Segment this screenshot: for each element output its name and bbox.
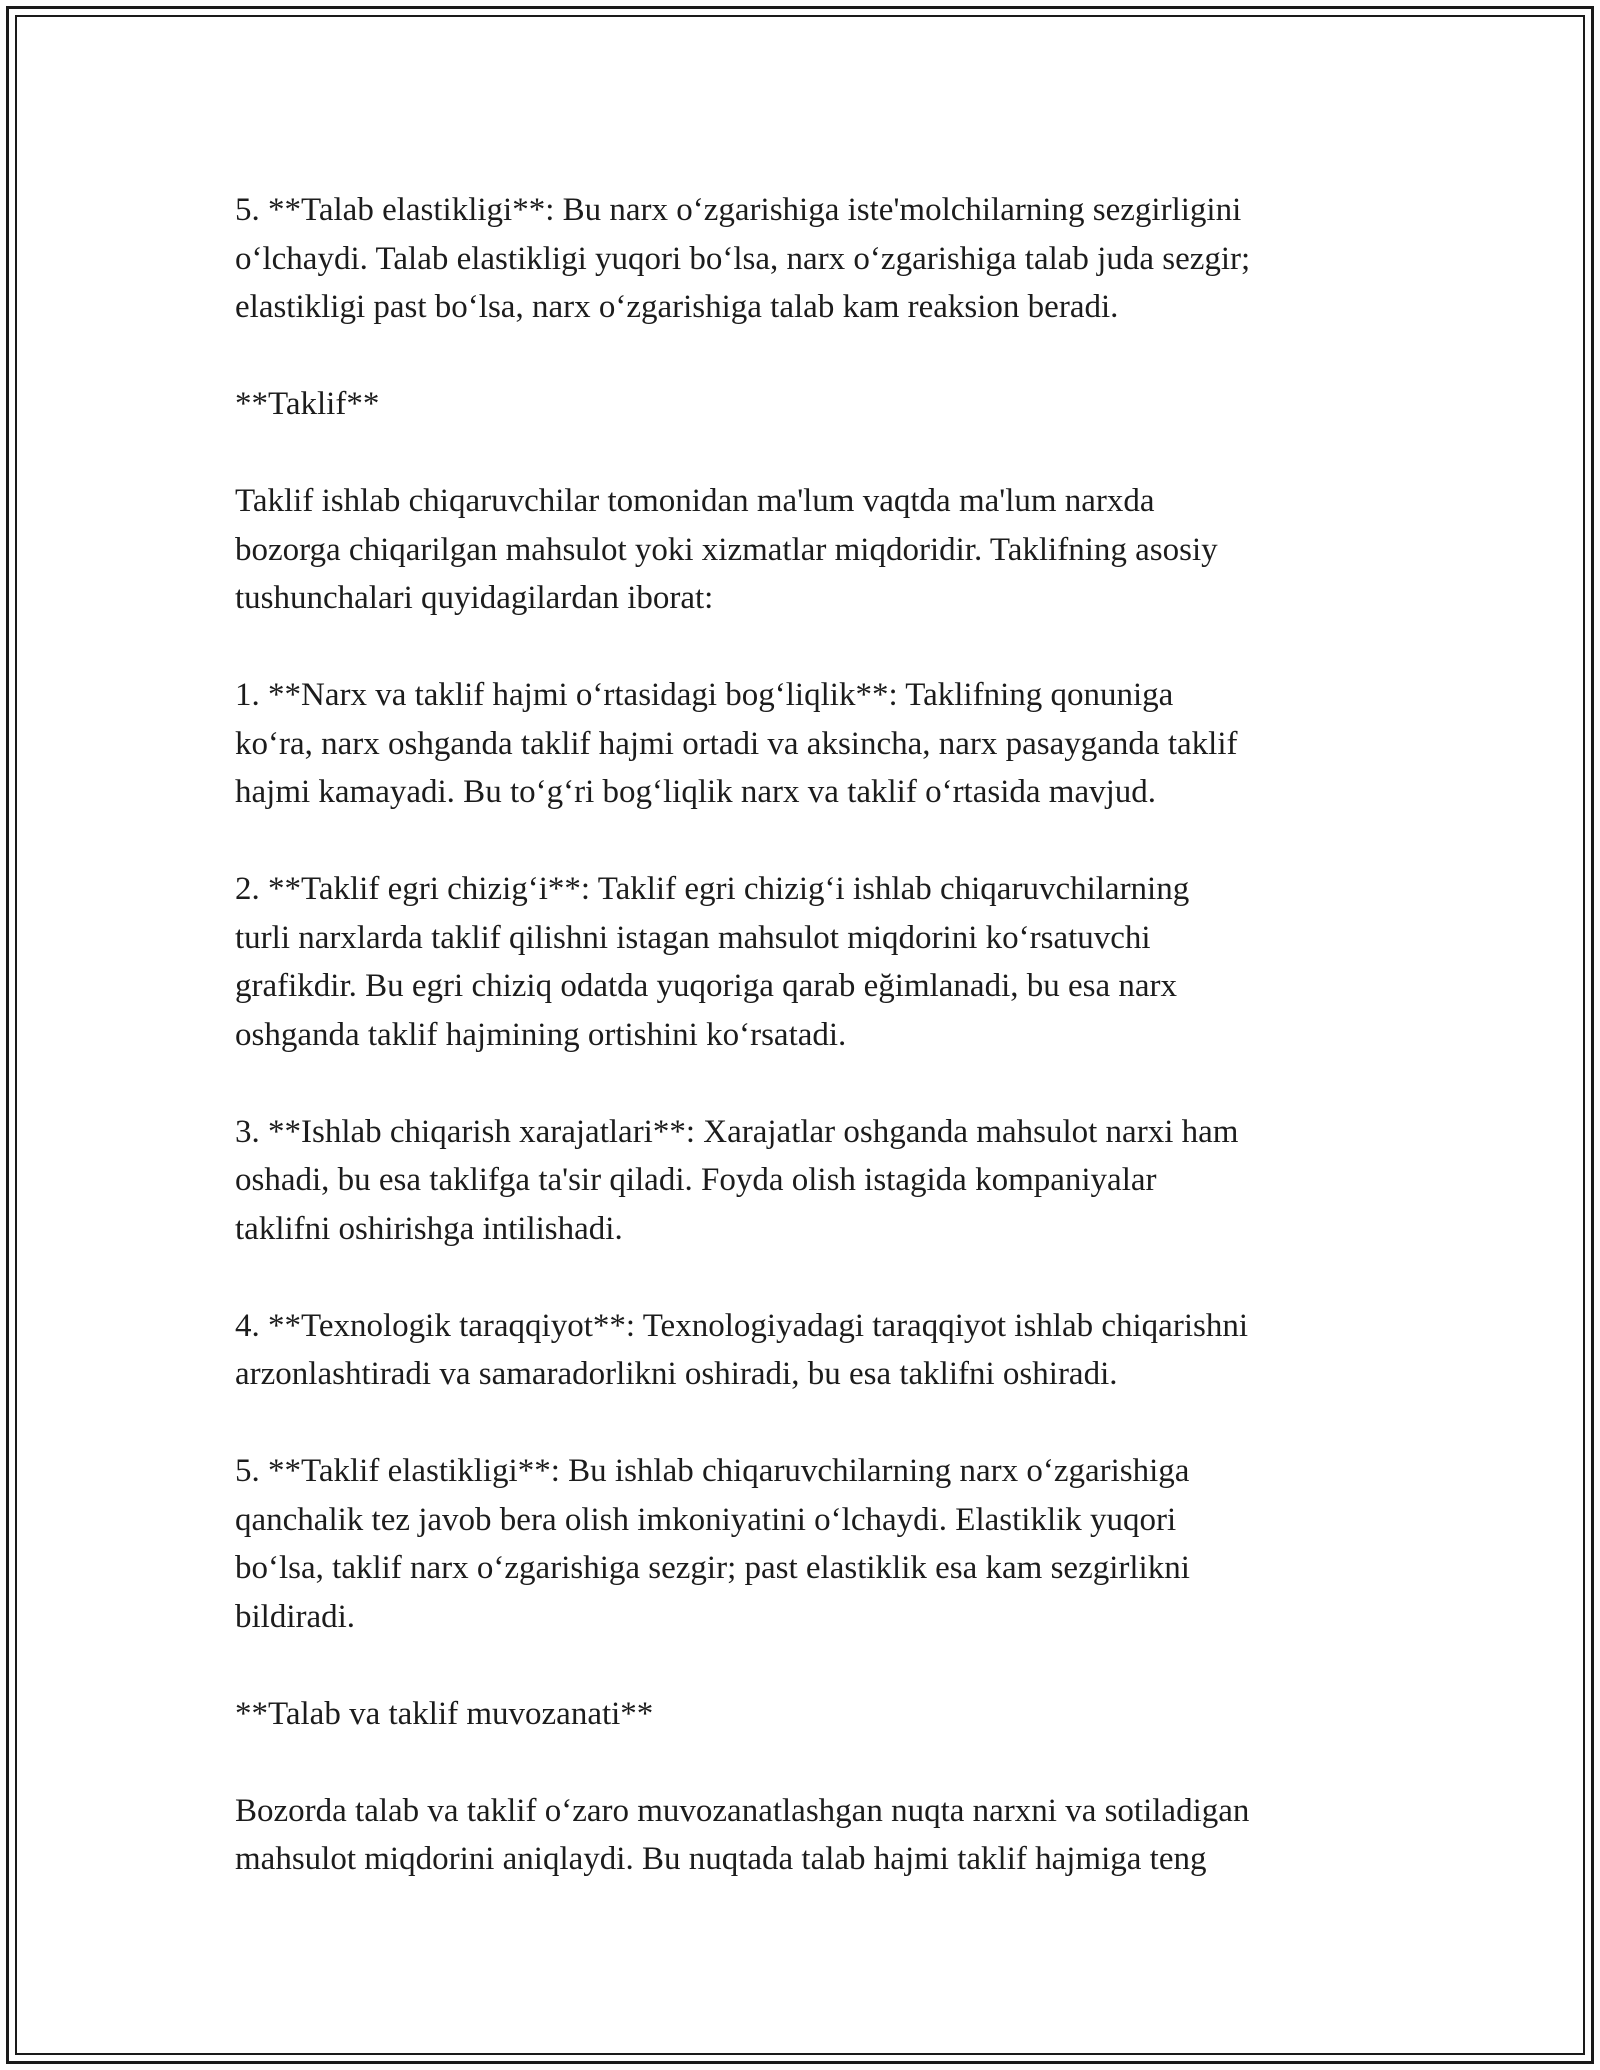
paragraph-talab-elastikligi: 5. **Talab elastikligi**: Bu narx o‘zgarishiga iste'molchilarning sezgirligini o‘lchaydi. Talab elastikligi yuqori bo‘lsa, narx o‘zgarishiga talab juda sezgir; elastikligi past bo‘lsa, narx o‘zgarishiga talab kam reaksion beradi. — [235, 192, 1251, 325]
paragraph-texnologik-taraqqiyot: 4. **Texnologik taraqqiyot**: Texnologiyadagi taraqqiyot ishlab chiqarishni arzonlashtiradi va samaradorlikni oshiradi, bu esa taklifni oshiradi. — [235, 1307, 1248, 1392]
paragraph-muvozanat: Bozorda talab va taklif o‘zaro muvozanatlashgan nuqta narxni va sotiladigan mahsulot miqdorini aniqlaydi. Bu nuqtada talab hajmi taklif hajmiga teng — [235, 1792, 1250, 1877]
paragraph-narx-taklif-bogliqlik: 1. **Narx va taklif hajmi o‘rtasidagi bog‘liqlik**: Taklifning qonuniga ko‘ra, narx oshganda taklif hajmi ortadi va aksincha, narx pasayganda taklif hajmi kamayadi. Bu to‘g‘ri bog‘liqlik narx va taklif o‘rtasida mavjud. — [235, 677, 1238, 810]
heading-talab-taklif-muvozanati: **Talab va taklif muvozanati** — [235, 1695, 654, 1732]
paragraph-taklif-egri-chizigi: 2. **Taklif egri chizig‘i**: Taklif egri chizig‘i ishlab chiqaruvchilarning turli narxlarda taklif qilishni istagan mahsulot miqdorini ko‘rsatuvchi grafikdir. Bu egri chiziq odatda yuqoriga qarab eğimlanadi, bu esa narx oshganda taklif hajmining ortishini ko‘rsatadi. — [235, 871, 1190, 1053]
document-body — [235, 186, 1395, 1932]
heading-taklif: **Taklif** — [235, 386, 380, 422]
paragraph-taklif-intro: Taklif ishlab chiqaruvchilar tomonidan ma'lum vaqtda ma'lum narxda bozorga chiqarilgan mahsulot yoki xizmatlar miqdoridir. Taklifning asosiy tushunchalari quyidagilardan iborat: — [235, 483, 1218, 616]
paragraph-ishlab-chiqarish-xarajatlari: 3. **Ishlab chiqarish xarajatlari**: Xarajatlar oshganda mahsulot narxi ham oshadi, bu esa taklifga ta'sir qiladi. Foyda olish istagida kompaniyalar taklifni oshirishga intilishadi. — [235, 1113, 1239, 1247]
paragraph-taklif-elastikligi: 5. **Taklif elastikligi**: Bu ishlab chiqaruvchilarning narx o‘zgarishiga qanchalik tez javob bera olish imkoniyatini o‘lchaydi. Elastiklik yuqori bo‘lsa, taklif narx o‘zgarishiga sezgir; past elastiklik esa kam sezgirlikni bildiradi. — [235, 1453, 1190, 1635]
